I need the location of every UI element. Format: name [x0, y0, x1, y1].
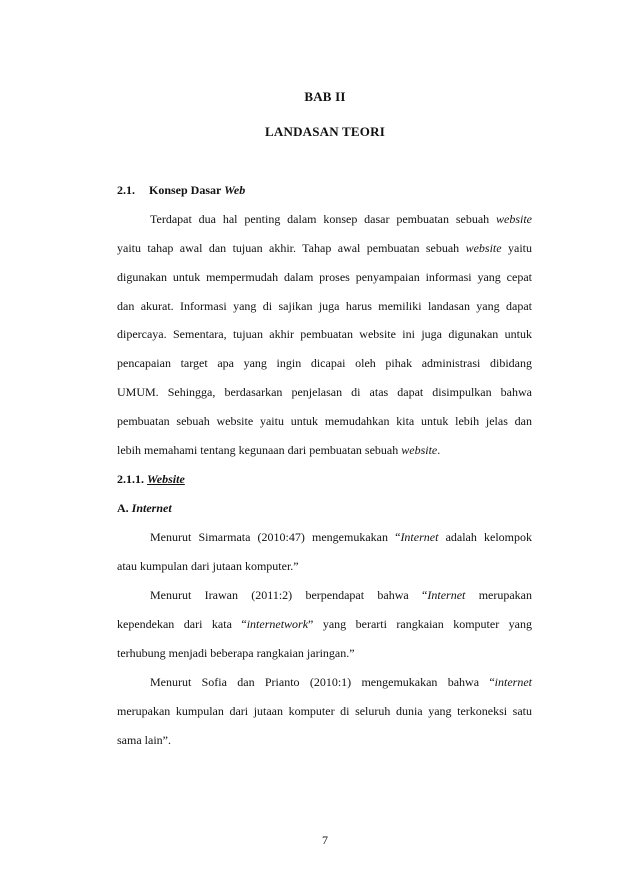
- text-run: merupakan kumpulan dari jutaan komputer di seluruh dunia yang terkoneksi satu: [117, 704, 532, 718]
- quote-line: [117, 617, 532, 631]
- italic-run: internetwork: [246, 617, 309, 631]
- section-title: [149, 183, 245, 197]
- quote-line-last: [117, 646, 532, 660]
- text-run: yaitu: [501, 241, 532, 255]
- quote-line: [150, 530, 532, 544]
- italic-run: Internet: [427, 588, 466, 602]
- item-label: A.: [117, 501, 129, 515]
- italic-run: Internet: [400, 530, 439, 544]
- italic-run: website: [465, 241, 502, 255]
- chapter-title: LANDASAN TEORI: [265, 124, 385, 139]
- paragraph-line: [117, 299, 532, 313]
- paragraph-line-last: [117, 443, 532, 457]
- paragraph-line: [117, 385, 532, 399]
- text-run: dipercaya. Sementara, tujuan akhir pembuatan website ini juga digunakan untuk: [117, 327, 532, 341]
- paragraph-line: [150, 212, 532, 226]
- text-run: Menurut Sofia dan Prianto (2010:1) mengemukakan bahwa “: [150, 675, 495, 689]
- text-run: Menurut Simarmata (2010:47) mengemukakan “: [150, 530, 401, 544]
- italic-run: website: [401, 443, 438, 457]
- text-run: yaitu tahap awal dan tujuan akhir. Tahap awal pembuatan sebuah: [117, 241, 466, 255]
- paragraph-line: [117, 414, 532, 428]
- text-run: dan akurat. Informasi yang di sajikan juga harus memiliki landasan yang dapat: [117, 299, 532, 313]
- item-title: Internet: [131, 501, 172, 515]
- text-run: merupakan: [465, 588, 532, 602]
- section-number: 2.1.: [117, 183, 135, 197]
- text-run: digunakan untuk mempermudah dalam proses penyampaian informasi yang cepat: [117, 270, 532, 284]
- subsection-number: 2.1.1.: [117, 472, 144, 486]
- paragraph-line: [117, 270, 532, 284]
- paragraph-line: [117, 356, 532, 370]
- paragraph-line: [117, 241, 532, 255]
- text-run: atau kumpulan dari jutaan komputer.”: [117, 559, 299, 573]
- quote-line: [117, 704, 532, 718]
- text-run: lebih memahami tentang kegunaan dari pembuatan sebuah: [117, 443, 402, 457]
- text-run: .: [437, 443, 441, 457]
- chapter-number: BAB II: [304, 89, 346, 104]
- subsection-heading: [117, 472, 185, 486]
- paragraph-line: [117, 327, 532, 341]
- text-run: UMUM. Sehingga, berdasarkan penjelasan di atas dapat disimpulkan bahwa: [117, 385, 532, 399]
- page-number: 7: [322, 833, 328, 847]
- italic-run: website: [496, 212, 532, 226]
- quote-line-last: [117, 559, 532, 573]
- text-run: ” yang berarti rangkaian komputer yang: [308, 617, 532, 631]
- quote-line: [150, 588, 532, 602]
- text-run: pembuatan sebuah website yaitu untuk memudahkan kita untuk lebih jelas dan: [117, 414, 532, 428]
- italic-run: internet: [494, 675, 532, 689]
- text-run: Menurut Irawan (2011:2) berpendapat bahwa “: [150, 588, 428, 602]
- quote-line-last: [117, 733, 532, 747]
- text-run: terhubung menjadi beberapa rangkaian jaringan.”: [117, 646, 355, 660]
- quote-line: [150, 675, 532, 689]
- text-run: sama lain”.: [117, 733, 171, 747]
- subsection-title: Website: [147, 472, 185, 486]
- text-run: adalah kelompok: [438, 530, 532, 544]
- item-heading: [117, 501, 172, 515]
- text-run: kependekan dari kata “: [117, 617, 247, 631]
- section-title-italic: Web: [224, 183, 246, 197]
- text-run: pencapaian target apa yang ingin dicapai oleh pihak administrasi dibidang: [117, 356, 532, 370]
- section-title-regular: Konsep Dasar: [149, 183, 225, 197]
- text-run: Terdapat dua hal penting dalam konsep dasar pembuatan sebuah: [150, 212, 496, 226]
